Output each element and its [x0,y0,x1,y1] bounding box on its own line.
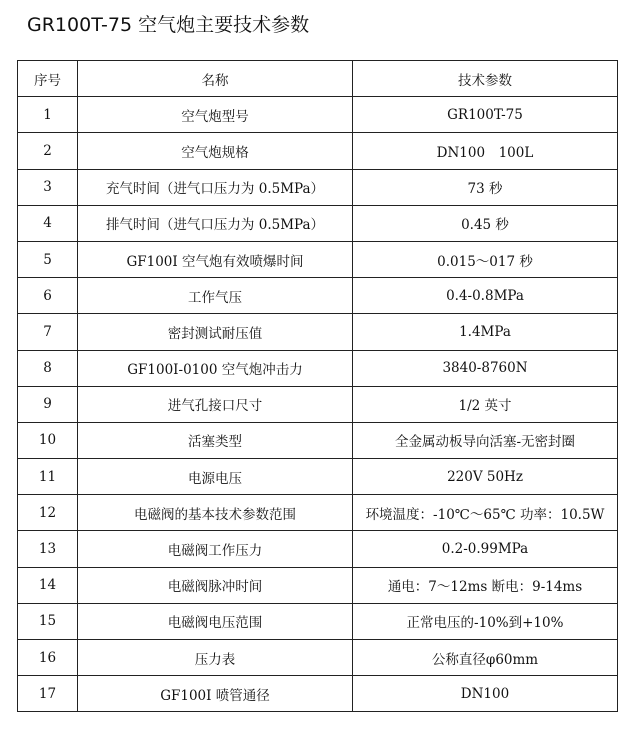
row-name: 电源电压 [78,459,353,495]
row-value: 0.2-0.99MPa [353,531,618,567]
row-no: 3 [18,169,78,205]
table-row [18,459,618,495]
row-name: 密封测试耐压值 [78,314,353,350]
row-no: 1 [18,97,78,133]
table-row [18,205,618,241]
row-value: 220V 50Hz [353,459,618,495]
row-no: 17 [18,676,78,712]
row-value: 0.015～017 秒 [353,241,618,277]
row-no: 4 [18,205,78,241]
table-row [18,97,618,133]
row-no: 10 [18,422,78,458]
header-name: 名称 [78,61,353,97]
row-name: 空气炮规格 [78,133,353,169]
row-name: 充气时间（进气口压力为 0.5MPa） [78,169,353,205]
table-row [18,278,618,314]
table-row [18,676,618,712]
row-value: 全金属动板导向活塞-无密封圈 [353,422,618,458]
row-name: 电磁阀工作压力 [78,531,353,567]
row-no: 9 [18,386,78,422]
table-row [18,241,618,277]
row-value: 1/2 英寸 [353,386,618,422]
row-name: 压力表 [78,640,353,676]
row-value: 公称直径φ60mm [353,640,618,676]
row-name: 电磁阀的基本技术参数范围 [78,495,353,531]
document-title: GR100T-75 空气炮主要技术参数 [27,14,310,36]
row-no: 15 [18,603,78,639]
spec-table [17,60,618,712]
table-row [18,495,618,531]
row-name: 工作气压 [78,278,353,314]
row-value: 3840-8760N [353,350,618,386]
header-no: 序号 [18,61,78,97]
row-name: GF100I-0100 空气炮冲击力 [78,350,353,386]
table-row [18,531,618,567]
row-no: 6 [18,278,78,314]
row-no: 12 [18,495,78,531]
table-row [18,133,618,169]
row-value: DN100 100L [353,133,618,169]
table-row [18,386,618,422]
row-value: 正常电压的-10%到+10% [353,603,618,639]
row-no: 5 [18,241,78,277]
row-value: GR100T-75 [353,97,618,133]
table-row [18,422,618,458]
row-no: 13 [18,531,78,567]
row-no: 14 [18,567,78,603]
row-name: GF100I 喷管通径 [78,676,353,712]
table-row [18,169,618,205]
table-row [18,640,618,676]
row-no: 11 [18,459,78,495]
row-name: 排气时间（进气口压力为 0.5MPa） [78,205,353,241]
row-no: 8 [18,350,78,386]
row-no: 16 [18,640,78,676]
row-name: 空气炮型号 [78,97,353,133]
row-value: 1.4MPa [353,314,618,350]
row-value: 73 秒 [353,169,618,205]
row-name: GF100I 空气炮有效喷爆时间 [78,241,353,277]
table-row [18,603,618,639]
row-value: DN100 [353,676,618,712]
row-name: 电磁阀电压范围 [78,603,353,639]
row-value: 通电：7～12ms 断电：9-14ms [353,567,618,603]
row-name: 电磁阀脉冲时间 [78,567,353,603]
table-row [18,567,618,603]
row-value: 环境温度：-10℃～65℃ 功率：10.5W [353,495,618,531]
row-value: 0.4-0.8MPa [353,278,618,314]
table-row [18,350,618,386]
header-value: 技术参数 [353,61,618,97]
row-no: 7 [18,314,78,350]
table-row [18,314,618,350]
row-name: 进气孔接口尺寸 [78,386,353,422]
row-name: 活塞类型 [78,422,353,458]
row-no: 2 [18,133,78,169]
table-header-row [18,61,618,97]
row-value: 0.45 秒 [353,205,618,241]
